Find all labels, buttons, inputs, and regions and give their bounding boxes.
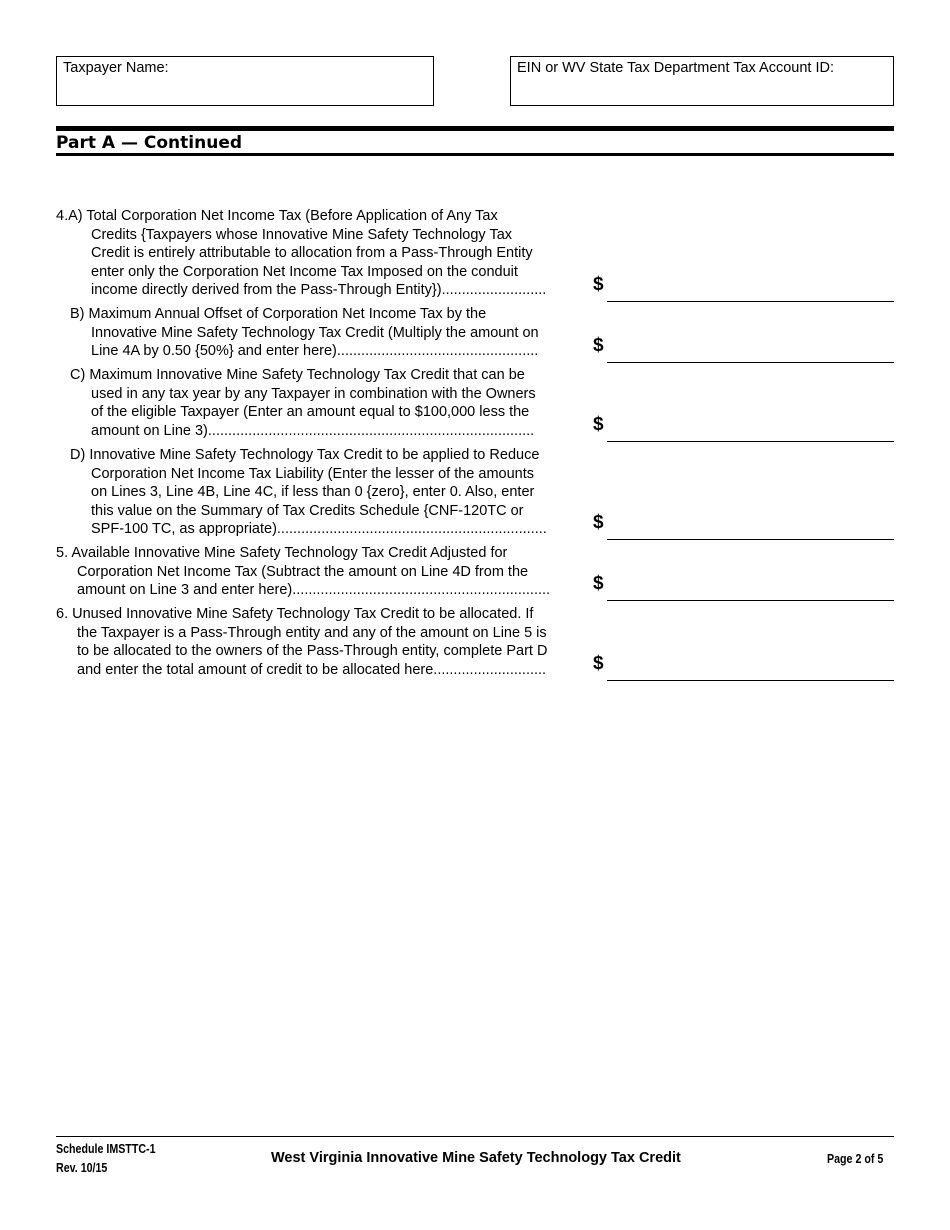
line-4d-text [70, 446, 547, 539]
footer-divider [56, 1136, 894, 1137]
line-text: Corporation Net Income Tax Liability (Enter the lesser of the amounts [91, 465, 535, 482]
line-4b-amount-input[interactable] [607, 343, 894, 363]
line-4c-amount-input[interactable] [607, 422, 894, 442]
line-4b-text [70, 305, 539, 361]
schedule-id: Schedule IMSTTC-1 [56, 1141, 156, 1156]
line-text: B) Maximum Annual Offset of Corporation Net Income Tax by the [70, 306, 487, 322]
taxpayer-name-label: Taxpayer Name: [63, 60, 169, 76]
dollar-sign: $ [593, 573, 604, 594]
part-title: Part A — Continued [56, 133, 243, 153]
dollar-sign: $ [593, 414, 604, 435]
dollar-sign: $ [593, 653, 604, 674]
line-text: Innovative Mine Safety Technology Tax Credit (Multiply the amount on [91, 324, 539, 341]
line-4c-text [70, 366, 536, 440]
line-6-text [56, 605, 547, 679]
line-text: of the eligible Taxpayer (Enter an amount equal to $100,000 less the [91, 404, 530, 421]
line-5-amount-input[interactable] [607, 581, 894, 601]
line-text: amount on Line 3 and enter here)................................................................ [77, 582, 551, 599]
line-text: to be allocated to the owners of the Pass-Through entity, complete Part D [77, 643, 548, 660]
taxpayer-name-field[interactable] [56, 56, 434, 106]
line-text: used in any tax year by any Taxpayer in combination with the Owners [91, 385, 536, 402]
dollar-sign: $ [593, 335, 604, 356]
line-text: 6. Unused Innovative Mine Safety Technology Tax Credit to be allocated. If [56, 606, 534, 622]
page-number: Page 2 of 5 [827, 1151, 884, 1166]
line-4a-text [56, 207, 546, 300]
revision-date: Rev. 10/15 [56, 1160, 108, 1175]
line-text: D) Innovative Mine Safety Technology Tax Credit to be applied to Reduce [70, 447, 540, 463]
line-text: income directly derived from the Pass-Through Entity}).......................... [91, 282, 547, 299]
line-text: C) Maximum Innovative Mine Safety Technology Tax Credit that can be [70, 367, 525, 383]
line-4d-amount-input[interactable] [607, 520, 894, 540]
line-5-text [56, 544, 550, 600]
line-text: Credit is entirely attributable to allocation from a Pass-Through Entity [91, 245, 533, 262]
line-text: this value on the Summary of Tax Credits Schedule {CNF-120TC or [91, 502, 524, 519]
form-title: West Virginia Innovative Mine Safety Technology Tax Credit [271, 1150, 681, 1166]
line-text: on Lines 3, Line 4B, Line 4C, if less than 0 {zero}, enter 0. Also, enter [91, 484, 535, 501]
line-text: Line 4A by 0.50 {50%} and enter here).................................................. [91, 343, 539, 360]
dollar-sign: $ [593, 274, 604, 295]
ein-field[interactable] [510, 56, 894, 106]
line-text: 4.A) Total Corporation Net Income Tax (Before Application of Any Tax [56, 208, 498, 224]
line-text: amount on Line 3)................................................................................. [91, 422, 535, 439]
line-6-amount-input[interactable] [607, 661, 894, 681]
line-text: SPF-100 TC, as appropriate)................................................................... [91, 521, 547, 538]
part-a-header [56, 126, 894, 156]
dollar-sign: $ [593, 512, 604, 533]
line-text: and enter the total amount of credit to be allocated here............................ [77, 661, 547, 678]
line-text: enter only the Corporation Net Income Tax Imposed on the conduit [91, 263, 518, 280]
line-text: the Taxpayer is a Pass-Through entity and any of the amount on Line 5 is [77, 624, 547, 641]
ein-label: EIN or WV State Tax Department Tax Account ID: [517, 60, 834, 76]
line-text: Credits {Taxpayers whose Innovative Mine Safety Technology Tax [91, 226, 513, 243]
line-text: Corporation Net Income Tax (Subtract the amount on Line 4D from the [77, 563, 529, 580]
line-4a-amount-input[interactable] [607, 282, 894, 302]
line-text: 5. Available Innovative Mine Safety Technology Tax Credit Adjusted for [56, 545, 508, 561]
